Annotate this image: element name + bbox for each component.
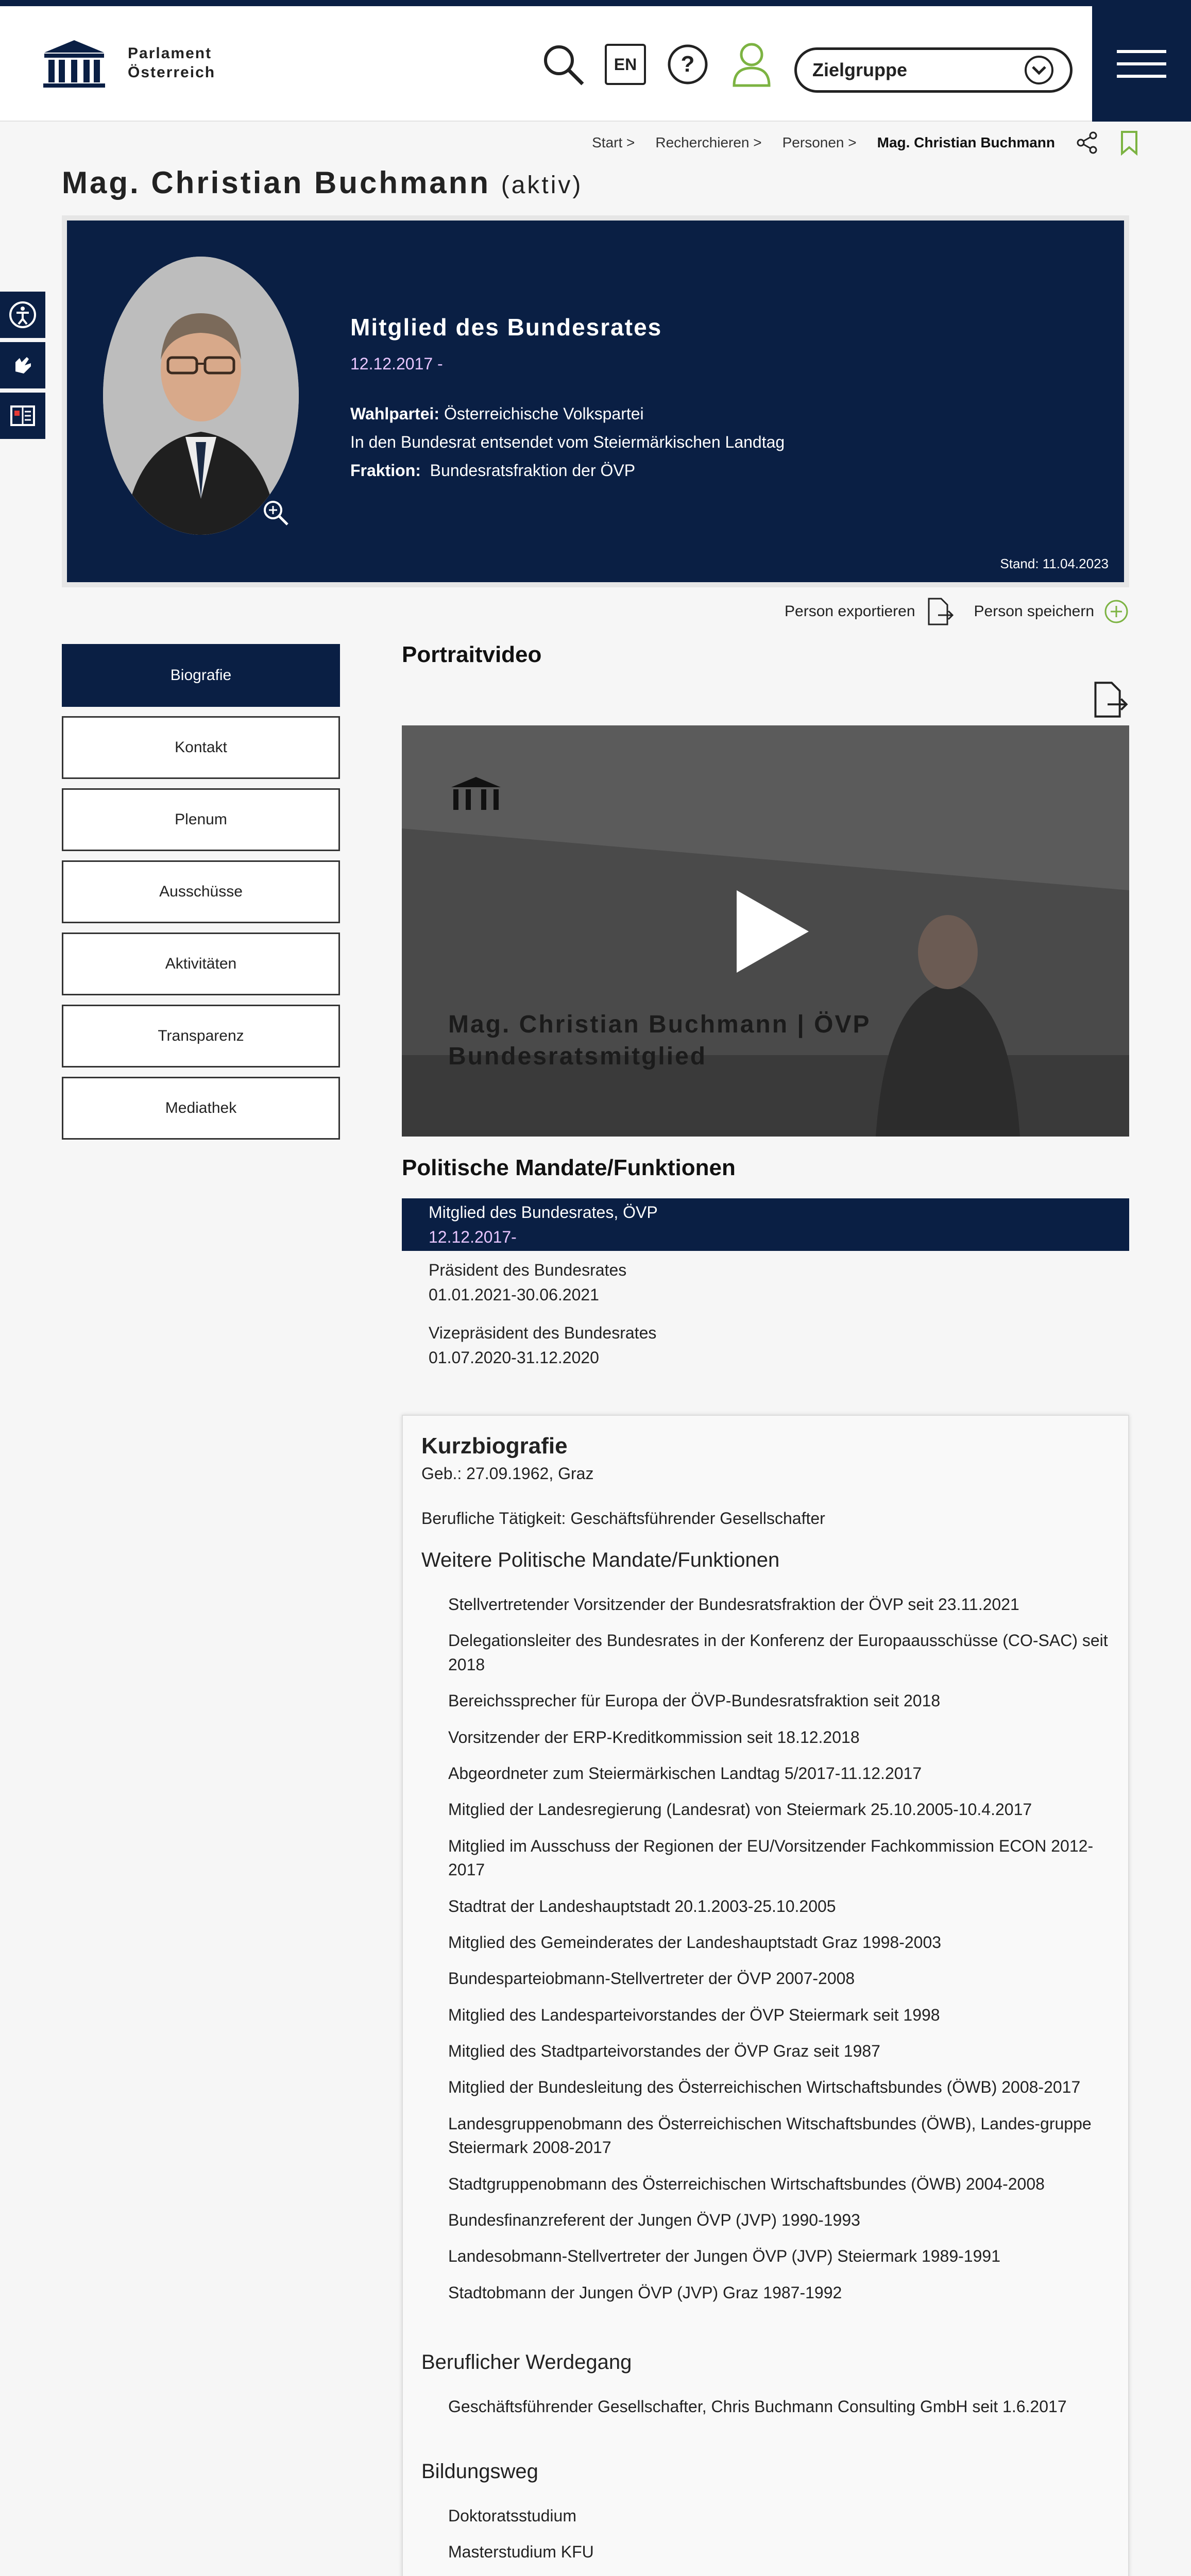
list-item: Mitglied der Landesregierung (Landesrat) von Steiermark 25.10.2005-10.4.2017 [448, 1800, 1032, 1819]
zoom-icon[interactable] [262, 499, 291, 528]
list-item: Landesgruppenobmann des Österreichischen Witschaftsbundes (ÖWB), Landes-gruppe Steiermark 2008-2017 [448, 2114, 1092, 2157]
main-content [402, 642, 1129, 2561]
person-portrait[interactable] [103, 257, 299, 535]
mandate-date: 01.07.2020-31.12.2020 [429, 1348, 599, 1367]
export-icon[interactable] [925, 597, 955, 626]
mandate-date: 01.01.2021-30.06.2021 [429, 1285, 599, 1304]
short-biography [402, 1415, 1129, 2576]
chevron-down-icon [1024, 55, 1054, 86]
person-role: Mitglied des Bundesrates [350, 314, 662, 341]
logo-text [128, 44, 215, 82]
bio-career-list [421, 2395, 1110, 2418]
list-item: Stadtgruppenobmann des Österreichischen Wirtschaftsbundes (ÖWB) 2004-2008 [448, 2174, 1045, 2193]
nav-plenum[interactable]: Plenum [62, 788, 340, 851]
logo-line-1: Parlament [128, 44, 212, 62]
list-item: Vorsitzender der ERP-Kreditkommission seit 18.12.2018 [448, 1727, 860, 1747]
list-item: Stadtobmann der Jungen ÖVP (JVP) Graz 1987-1992 [448, 2283, 842, 2302]
save-person-label[interactable]: Person speichern [974, 603, 1094, 620]
mandate-name: Präsident des Bundesrates [429, 1261, 627, 1279]
list-item: Stadtrat der Landeshauptstadt 20.1.2003-25.10.2005 [448, 1896, 836, 1916]
person-status: (aktiv) [501, 172, 583, 199]
bio-title: Kurzbiografie [421, 1433, 568, 1459]
video-section-title: Portraitvideo [402, 642, 542, 667]
person-since: 12.12.2017 - [350, 354, 443, 373]
mandate-name: Mitglied des Bundesrates, ÖVP [429, 1203, 658, 1222]
parliament-logo-icon [41, 38, 107, 88]
mandates-list [402, 1198, 1129, 1377]
export-person-label[interactable]: Person exportieren [785, 603, 915, 620]
easy-language-icon[interactable] [0, 393, 45, 439]
list-item: Masterstudium KFU [448, 2542, 594, 2561]
faction-line [350, 461, 785, 480]
bio-education-list [421, 2504, 1110, 2576]
nav-transparenz[interactable]: Transparenz [62, 1005, 340, 1067]
svg-text:?: ? [680, 52, 695, 77]
party-label: Wahlpartei: [350, 404, 440, 423]
breadcrumb-start[interactable]: Start > [592, 134, 635, 150]
site-header [0, 6, 1191, 122]
bio-education-title: Bildungsweg [421, 2460, 538, 2483]
breadcrumb [592, 130, 1139, 156]
site-logo[interactable] [41, 38, 215, 88]
mandates-title: Politische Mandate/Funktionen [402, 1155, 736, 1180]
search-icon[interactable] [541, 42, 585, 87]
mandate-item[interactable] [402, 1198, 1129, 1251]
target-group-select[interactable] [794, 47, 1073, 93]
add-circle-icon[interactable] [1103, 599, 1129, 624]
faction-value: Bundesratsfraktion der ÖVP [430, 461, 636, 480]
help-icon[interactable] [666, 42, 710, 87]
mandate-name: Vizepräsident des Bundesrates [429, 1324, 657, 1342]
list-item: Bundesfinanzreferent der Jungen ÖVP (JVP) 1990-1993 [448, 2211, 860, 2230]
delegated-line: In den Bundesrat entsendet vom Steiermärkischen Landtag [350, 433, 785, 451]
list-item: Bereichssprecher für Europa der ÖVP-Bundesratsfraktion seit 2018 [448, 1691, 941, 1710]
bio-job: Berufliche Tätigkeit: Geschäftsführender Gesellschafter [421, 1509, 825, 1528]
breadcrumb-current: Mag. Christian Buchmann [877, 134, 1055, 150]
nav-biografie[interactable]: Biografie [62, 644, 340, 707]
person-info [350, 313, 785, 480]
top-accent-bar [0, 0, 1191, 6]
person-name: Mag. Christian Buchmann [62, 165, 491, 200]
video-export-icon[interactable] [1090, 680, 1129, 719]
bio-career-title: Beruflicher Werdegang [421, 2351, 632, 2374]
sign-language-icon[interactable] [0, 342, 45, 388]
mandate-date: 12.12.2017- [429, 1228, 517, 1246]
logo-line-2: Österreich [128, 64, 216, 81]
list-item: Mitglied des Gemeinderates der Landeshauptstadt Graz 1998-2003 [448, 1933, 942, 1952]
bio-born: Geb.: 27.09.1962, Graz [421, 1464, 594, 1483]
menu-hamburger-icon[interactable] [1092, 6, 1191, 122]
party-value: Österreichische Volkspartei [444, 404, 644, 423]
user-icon[interactable] [729, 42, 774, 87]
bio-further-list [421, 1592, 1110, 2304]
party-line [350, 404, 785, 423]
accessibility-icon[interactable] [0, 292, 45, 338]
list-item: Mitglied der Bundesleitung des Österreichischen Wirtschaftsbundes (ÖWB) 2008-2017 [448, 2078, 1081, 2097]
language-button[interactable]: EN [605, 44, 646, 85]
breadcrumb-personen[interactable]: Personen > [782, 134, 857, 150]
list-item: Mitglied des Stadtparteivorstandes der ÖVP Graz seit 1987 [448, 2042, 880, 2061]
data-stand: Stand: 11.04.2023 [1000, 556, 1109, 571]
person-section-nav [62, 644, 340, 1149]
mandate-item[interactable] [402, 1251, 1129, 1314]
nav-aktivitaeten[interactable]: Aktivitäten [62, 933, 340, 995]
video-caption-line-1: Mag. Christian Buchmann | ÖVP [448, 1011, 871, 1038]
person-hero [62, 215, 1129, 587]
bio-further-title: Weitere Politische Mandate/Funktionen [421, 1549, 780, 1571]
nav-kontakt[interactable]: Kontakt [62, 716, 340, 779]
nav-mediathek[interactable]: Mediathek [62, 1077, 340, 1140]
portrait-video-player[interactable] [402, 725, 1129, 1137]
header-tools [541, 42, 774, 87]
person-actions [785, 597, 1129, 626]
list-item: Abgeordneter zum Steiermärkischen Landtag 5/2017-11.12.2017 [448, 1764, 922, 1783]
list-item: Stellvertretender Vorsitzender der Bundesratsfraktion der ÖVP seit 23.11.2021 [448, 1595, 1019, 1614]
faction-label: Fraktion: [350, 461, 421, 480]
target-group-label: Zielgruppe [812, 59, 908, 80]
list-item: Delegationsleiter des Bundesrates in der Konferenz der Europaausschüsse (CO-SAC) seit 2018 [448, 1631, 1108, 1674]
nav-ausschuesse[interactable]: Ausschüsse [62, 860, 340, 923]
list-item: Bundesparteiobmann-Stellvertreter der ÖVP 2007-2008 [448, 1969, 855, 1988]
bookmark-icon[interactable] [1119, 130, 1139, 156]
page-title [62, 165, 583, 200]
play-icon[interactable] [737, 890, 809, 973]
mandate-item[interactable] [402, 1314, 1129, 1377]
video-caption-line-2: Bundesratsmitglied [448, 1043, 707, 1071]
share-icon[interactable] [1076, 131, 1098, 154]
video-caption [448, 1009, 871, 1073]
list-item: Mitglied im Ausschuss der Regionen der EU/Vorsitzender Fachkommission ECON 2012-2017 [448, 1836, 1094, 1879]
list-item: Mitglied des Landesparteivorstandes der ÖVP Steiermark seit 1998 [448, 2005, 940, 2024]
accessibility-toolbar [0, 292, 45, 443]
list-item: Landesobmann-Stellvertreter der Jungen ÖVP (JVP) Steiermark 1989-1991 [448, 2247, 1000, 2266]
breadcrumb-recherchieren[interactable]: Recherchieren > [655, 134, 762, 150]
list-item: Doktoratsstudium [448, 2506, 576, 2525]
list-item: Geschäftsführender Gesellschafter, Chris Buchmann Consulting GmbH seit 1.6.2017 [448, 2397, 1067, 2416]
